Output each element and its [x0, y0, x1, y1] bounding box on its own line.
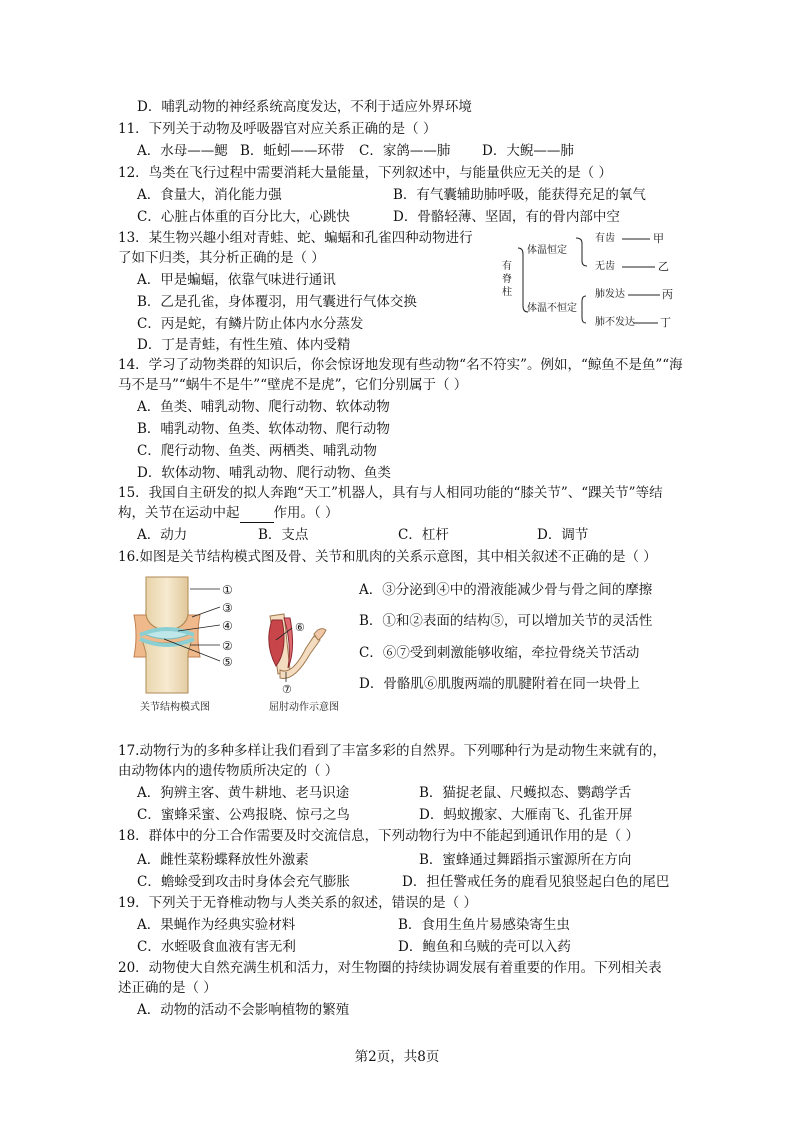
q14-option-b: B．哺乳动物、鱼类、软体动物、爬行动物: [137, 421, 390, 437]
q16-option-b: B．①和②表面的结构⑤，可以增加关节的灵活性: [359, 613, 653, 629]
q17-option-a: A．狗辨主客、黄牛耕地、老马识途: [137, 785, 350, 801]
joint-figure-caption: 关节结构模式图: [140, 702, 210, 713]
q10-option-d: D．哺乳动物的神经系统高度发达，不利于适应外界环境: [137, 99, 472, 115]
q18-option-b: B．蜜蜂通过舞蹈指示蜜源所在方向: [419, 852, 632, 868]
q20-option-a: A．动物的活动不会影响植物的繁殖: [137, 1002, 350, 1018]
q18-option-d: D．担任警戒任务的鹿看见狼竖起白色的尾巴: [402, 874, 670, 890]
q12-stem: 12．鸟类在飞行过程中需要消耗大量能量，下列叙述中，与能量供应无关的是（ ）: [118, 165, 612, 181]
joint-label-5: ⑤: [222, 655, 233, 669]
q11-option-d: D．大鲵——肺: [482, 143, 574, 159]
page-footer: 第2页，共8页: [354, 1049, 440, 1065]
elbow-figure-caption: 屈肘动作示意图: [269, 702, 339, 713]
q12-option-b: B．有气囊辅助肺呼吸，能获得充足的氧气: [393, 187, 646, 203]
q15-stem-part2: 作用。（ ）: [273, 505, 339, 521]
q19-option-c: C．水蛭吸食血液有害无利: [137, 939, 296, 955]
tree-root-label: 有脊柱: [502, 261, 512, 298]
tree-result-ding: 丁: [660, 316, 671, 329]
q15-option-c: C．杠杆: [398, 527, 449, 543]
q16-option-a: A．③分泌到④中的滑液能减少骨与骨之间的摩擦: [359, 582, 653, 598]
tree-leaf-noteeth: 无齿: [595, 261, 615, 272]
q17-stem-line1: 17.动物行为的多种多样让我们看到了丰富多彩的自然界。下列哪种行为是动物生来就有的，: [118, 743, 666, 759]
q15-option-a: A．动力: [137, 527, 188, 543]
tree-result-jia: 甲: [653, 232, 664, 245]
tree-leaf-teeth: 有齿: [595, 233, 615, 244]
q13-option-c: C．丙是蛇，有鳞片防止体内水分蒸发: [137, 316, 364, 332]
q17-option-c: C．蜜蜂采蜜、公鸡报晓、惊弓之鸟: [137, 807, 350, 823]
q13-option-a: A．甲是蝙蝠，依靠气味进行通讯: [137, 272, 336, 288]
bracket-upper: [576, 238, 587, 266]
q14-option-c: C．爬行动物、鱼类、两栖类、哺乳动物: [137, 443, 377, 459]
q19-option-b: B．食用生鱼片易感染寄生虫: [398, 917, 570, 933]
tree-result-bing: 丙: [662, 288, 673, 301]
q16-option-d: D．骨骼肌⑥肌腹两端的肌腱附着在同一块骨上: [359, 676, 640, 692]
tree-result-yi: 乙: [658, 260, 669, 273]
joint-label-2: ②: [222, 639, 233, 653]
elbow-label-6: ⑥: [295, 621, 305, 634]
q20-stem-line2: 述正确的是（ ）: [118, 980, 217, 996]
q13-stem-line2: 了如下归类，其分析正确的是（ ）: [118, 250, 325, 266]
q14-option-a: A．鱼类、哺乳动物、爬行动物、软体动物: [137, 399, 390, 415]
q11-stem: 11．下列关于动物及呼吸器官对应关系正确的是（ ）: [118, 121, 437, 137]
q11-option-c: C．家鸽——肺: [359, 143, 451, 159]
q15-stem-line1: 15．我国自主研发的拟人奔跑“天工”机器人，具有与人相同功能的“膝关节”、“踝关节”等结: [118, 485, 663, 501]
q11-option-a: A．水母——鳃: [137, 143, 228, 159]
q11-option-b: B．蚯蚓——环带: [240, 143, 345, 159]
q16-stem: 16.如图是关节结构模式图及骨、关节和肌肉的关系示意图，其中相关叙述不正确的是（ ）: [118, 549, 657, 565]
elbow-label-7: ⑦: [282, 683, 292, 696]
q15-option-d: D．调节: [537, 527, 589, 543]
tree-node-cold: 体温不恒定: [527, 303, 577, 314]
q14-stem-line2: 马不是马”“蜗牛不是牛”“壁虎不是虎”，它们分别属于（ ）: [118, 377, 468, 393]
q19-option-a: A．果蝇作为经典实验材料: [137, 917, 296, 933]
q18-stem: 18．群体中的分工合作需要及时交流信息，下列动物行为中不能起到通讯作用的是（ ）: [118, 828, 639, 844]
q19-option-d: D．鲍鱼和乌贼的壳可以入药: [398, 939, 571, 955]
q18-option-c: C．蟾蜍受到攻击时身体会充气膨胀: [137, 874, 350, 890]
tree-leaf-lung-dev: 肺发达: [595, 289, 625, 300]
q13-classification-tree: [500, 226, 700, 338]
q18-option-a: A．雌性菜粉蝶释放性外激素: [137, 852, 309, 868]
joint-label-1: ①: [222, 583, 233, 597]
q19-stem: 19．下列关于无脊椎动物与人类关系的叙述，错误的是（ ）: [118, 895, 477, 911]
bracket-lower: [582, 296, 586, 323]
q20-stem-line1: 20．动物使大自然充满生机和活力，对生物圈的持续协调发展有着重要的作用。下列相关表: [118, 960, 662, 976]
tree-leaf-lung-undev: 肺不发达: [595, 317, 635, 328]
q12-option-a: A．食量大，消化能力强: [137, 187, 282, 203]
q15-stem-part1: 构，关节在运动中起: [118, 505, 240, 521]
q13-stem-line1: 13．某生物兴趣小组对青蛙、蛇、蝙蝠和孔雀四种动物进行: [118, 230, 473, 246]
tree-node-warm: 体温恒定: [527, 245, 567, 256]
q15-stem-line2: [118, 503, 339, 523]
q17-option-d: D．蚂蚁搬家、大雁南飞、孔雀开屏: [419, 807, 633, 823]
joint-label-3: ③: [222, 601, 233, 615]
q16-option-c: C．⑥⑦受到刺激能够收缩，牵拉骨绕关节活动: [359, 645, 640, 661]
q17-option-b: B．猫捉老鼠、尺蠖拟态、鹦鹉学舌: [419, 785, 632, 801]
q12-option-d: D．骨骼轻薄、坚固，有的骨内部中空: [393, 209, 620, 225]
q15-option-b: B．支点: [258, 527, 309, 543]
upper-bone: [146, 577, 188, 631]
q13-option-d: D．丁是青蛙，有性生殖、体内受精: [137, 337, 351, 353]
q15-blank: [240, 508, 274, 523]
q17-stem-line2: 由动物体内的遗传物质所决定的（ ）: [118, 763, 339, 779]
q14-option-d: D．软体动物、哺乳动物、爬行动物、鱼类: [137, 465, 391, 481]
q13-option-b: B．乙是孔雀，身体覆羽，用气囊进行气体交换: [137, 294, 417, 310]
q12-option-c: C．心脏占体重的百分比大，心跳快: [137, 209, 350, 225]
joint-label-4: ④: [222, 619, 233, 633]
q14-stem-line1: 14．学习了动物类群的知识后，你会惊讶地发现有些动物“名不符实”。例如，“鲸鱼不是鱼”“海: [118, 357, 683, 373]
